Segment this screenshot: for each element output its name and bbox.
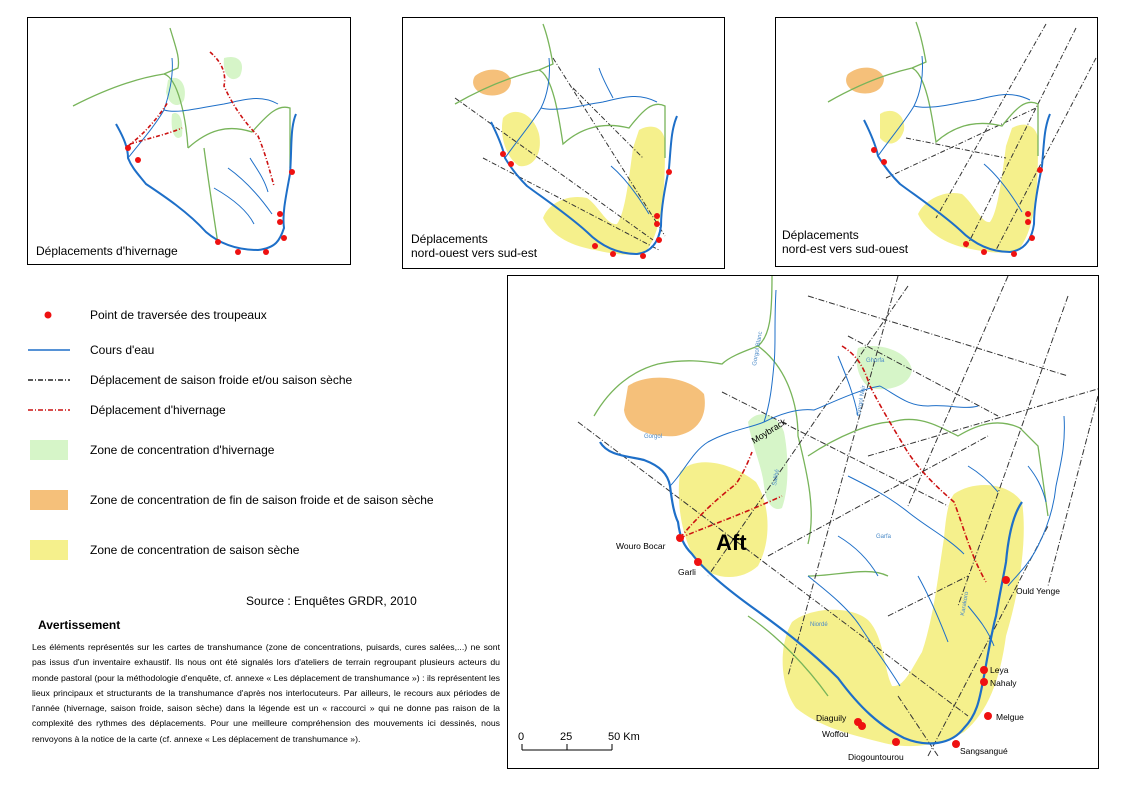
map-winter-caption: Déplacements d'hivernage — [36, 244, 178, 258]
dry-zone-area — [783, 485, 1024, 746]
blue-line-icon — [28, 340, 72, 362]
place-diaguily: Diaguily — [816, 713, 847, 723]
legend-label: Déplacement de saison froide et/ou saison sèche — [90, 373, 353, 387]
dry-route-line — [886, 24, 1096, 250]
map-nw-se-caption: Déplacements nord-ouest vers sud-est — [411, 232, 538, 260]
scale-tick: 25 — [560, 731, 573, 743]
winter-zone-area — [224, 57, 242, 79]
legend-label: Zone de concentration de saison sèche — [90, 543, 300, 557]
river-label: Gorgol — [644, 434, 663, 440]
region-label: Aft — [716, 530, 747, 555]
legend-label: Point de traversée des troupeaux — [90, 308, 267, 322]
map-ne-sw — [775, 17, 1098, 267]
black-dashed-line-icon — [28, 370, 72, 392]
river-label: Garfa — [876, 534, 892, 540]
winter-zone-area — [172, 113, 183, 138]
place-wouro-bocar: Wouro Bocar — [616, 541, 666, 551]
river-label: Gorgol Blanc — [752, 331, 764, 367]
map-winter — [27, 17, 351, 265]
river-label: Karakoro — [960, 591, 971, 617]
dry-zone-area — [543, 127, 665, 255]
river-line — [214, 158, 272, 224]
yellow-area-icon — [28, 540, 72, 562]
red-dashed-line-icon — [28, 400, 72, 422]
map-main-canvas — [508, 276, 1098, 768]
map-nw-se — [402, 17, 725, 269]
warning-title: Avertissement — [38, 618, 121, 632]
place-diogountourou: Diogountourou — [848, 752, 904, 762]
route-label: Moybrack — [749, 416, 789, 446]
map-main — [507, 275, 1099, 769]
place-woffou: Woffou — [822, 729, 849, 739]
crossing-points — [125, 145, 295, 255]
place-garli: Garli — [678, 567, 696, 577]
warning-text: Les éléments représentés sur les cartes de transhumance (zone de concentrations, puisards, cures salées,...) ne sont pas issus d'un inventaire exhaustif. Ils nous ont été signalés lors d'ateliers de terrain regroupant plusieurs acteurs du monde pastoral (pour la méthodologie d'enquête, cf. annexe « Les déplacement de transhumance ») : ils représentent les lieux principaux et structurants de la transhumance d'après nos interlocuteurs. Par ailleurs, le recours aux périodes de l'année (hivernage, saison froide, saison sèche) dans la légende est un « raccourci » qui ne donne pas raison de la complexité des rythmes des déplacements. Pour une meilleure compréhension des mouvements ici dessinés, nous renvoyons à la notice de la carte (cf. annexe « Les déplacement de transhumance »). — [32, 642, 500, 744]
dry-zone-area — [880, 111, 904, 144]
red-dot-icon — [28, 305, 72, 327]
river-line — [128, 58, 278, 158]
river-label: Gorgol Noir — [856, 385, 868, 417]
river-label: Niordé — [810, 622, 828, 628]
map-winter-canvas — [28, 18, 350, 264]
dry-zone-area — [679, 462, 768, 577]
dry-zone-area — [502, 112, 540, 166]
source-note: Source : Enquêtes GRDR, 2010 — [246, 594, 417, 608]
late-cold-zone-area — [624, 378, 705, 437]
legend-label: Zone de concentration d'hivernage — [90, 443, 275, 457]
orange-area-icon — [28, 490, 72, 512]
boundary-line — [73, 28, 179, 106]
place-melgue: Melgue — [996, 712, 1024, 722]
scale-tick: 50 Km — [608, 731, 640, 743]
legend-label: Déplacement d'hivernage — [90, 403, 226, 417]
legend-label: Zone de concentration de fin de saison froide et de saison sèche — [90, 493, 434, 507]
map-ne-sw-caption: Déplacements nord-est vers sud-ouest — [782, 228, 909, 256]
river-label: Ghorfa — [866, 358, 885, 364]
legend-label: Cours d'eau — [90, 343, 155, 357]
river-label: Salihé — [772, 468, 781, 487]
map-nw-se-canvas — [403, 18, 724, 268]
place-ould-yenge: Ould Yenge — [1016, 586, 1060, 596]
green-area-icon — [28, 440, 72, 462]
place-leya: Leya — [990, 665, 1009, 675]
winter-zone-area — [857, 346, 913, 389]
river-line — [116, 114, 296, 250]
scale-tick: 0 — [518, 731, 525, 743]
boundary-line — [204, 148, 218, 244]
place-nahaly: Nahaly — [990, 678, 1017, 688]
place-sangsangue: Sangsangué — [960, 746, 1008, 756]
scale-bar — [522, 744, 612, 750]
